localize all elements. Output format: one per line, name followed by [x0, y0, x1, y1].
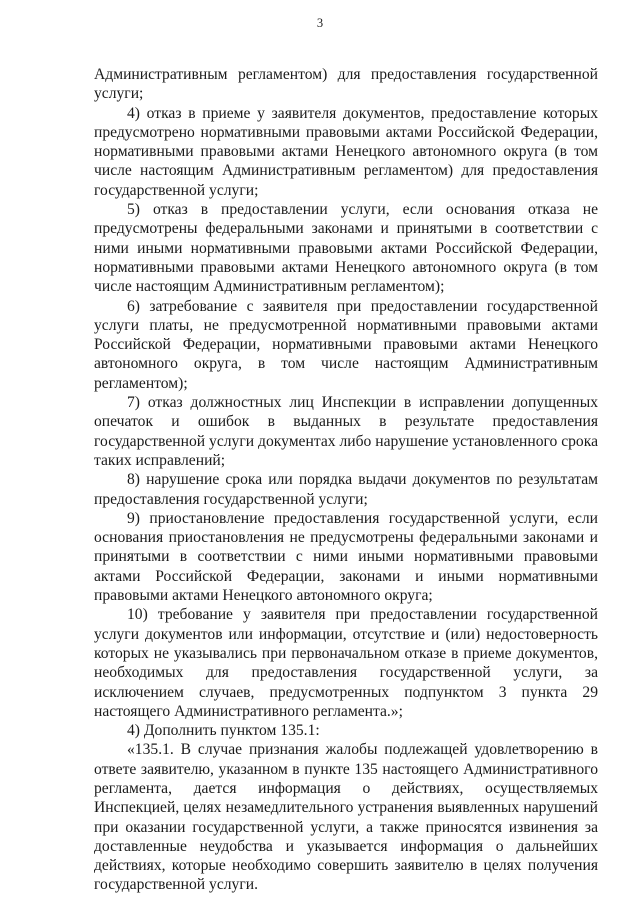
paragraph: 4) отказ в приеме у заявителя документов, предоставление которых предусмотрено нормативными правовыми актами Российской Федерации, нормативными правовыми актами Ненецкого автономного округа (в том числе настоящим Административным регламентом) для предоставления государственной услуги; — [94, 104, 598, 199]
paragraph: 10) требование у заявителя при предоставлении государственной услуги документов или информации, отсутствие и (или) недостоверность которых не указывались при первоначальном отказе в приеме документов, необходимых для предоставления государственной услуги, за исключением случаев, предусмотренных подпунктом 3 пункта 29 настоящего Административного регламента.»; — [94, 606, 598, 720]
paragraph: 9) приостановление предоставления государственной услуги, если основания приостановления не предусмотрены федеральными законами и принятыми в соответствии с ними иными нормативными правовыми актами Российской Федерации, законами и иными нормативными правовыми актами Ненецкого автономного округа; — [94, 509, 598, 605]
paragraph: 5) отказ в предоставлении услуги, если основания отказа не предусмотрены федеральными законами и принятыми в соответствии с ними иными нормативными правовыми актами Российской Федерации, нормативными правовыми актами Ненецкого автономного округа (в том числе настоящим Административным регламентом); — [94, 201, 598, 296]
page-number: 3 — [316, 16, 324, 30]
paragraph: 6) затребование с заявителя при предоставлении государственной услуги платы, не предусмотренной нормативными правовыми актами Российской Федерации, нормативными правовыми актами Ненецкого автономного округа, в том числе настоящим Административным регламентом); — [94, 297, 598, 392]
document-body — [94, 65, 598, 895]
paragraph: Административным регламентом) для предоставления государственной услуги; — [94, 66, 598, 103]
paragraph: «135.1. В случае признания жалобы подлежащей удовлетворению в ответе заявителю, указанном в пункте 135 настоящего Административного регламента, дается информация о действиях, осуществляемых Инспекцией, целях незамедлительного устранения выявленных нарушений при оказании государственной услуги, а также приносятся извинения за доставленные неудобства и указывается информация о дальнейших действиях, которые необходимо совершить заявителю в целях получения государственной услуги. — [94, 741, 598, 894]
paragraph: 4) Дополнить пунктом 135.1: — [127, 722, 320, 740]
paragraph: 8) нарушение срока или порядка выдачи документов по результатам предоставления государственной услуги; — [94, 471, 598, 508]
paragraph: 7) отказ должностных лиц Инспекции в исправлении допущенных опечаток и ошибок в выданных в результате предоставления государственной услуги документах либо нарушение установленного срока таких исправлений; — [94, 394, 598, 469]
